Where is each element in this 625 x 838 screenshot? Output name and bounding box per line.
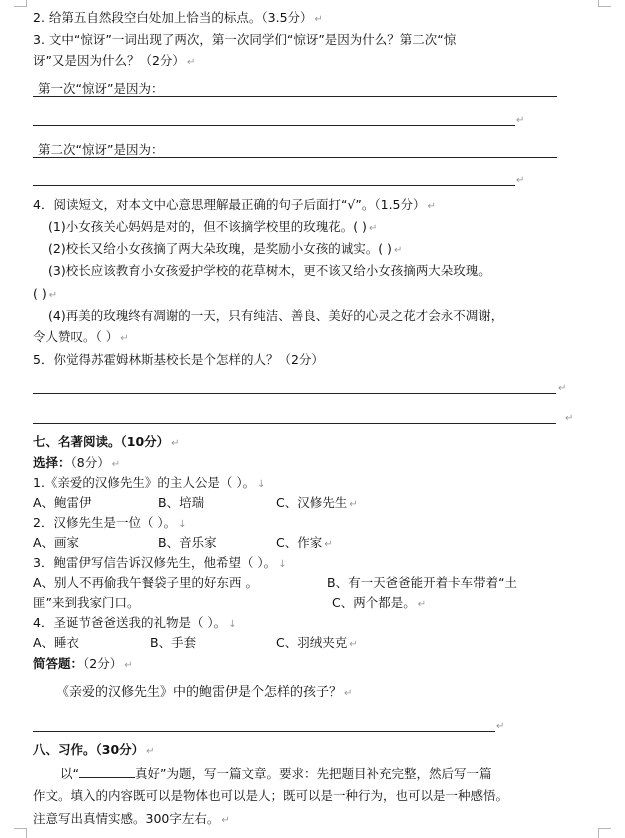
paragraph-mark: ↵ — [146, 746, 155, 757]
q4-option-4-line-2: 令人赞叹。（ ） ↵ — [33, 329, 129, 344]
mc-q3-option-c: C、两个都是。 ↵ — [332, 595, 427, 610]
mc-q4-option-a: A、睡衣 — [33, 635, 80, 650]
paragraph-mark: ↵ — [349, 499, 358, 510]
mc-q3-option-a: A、别人不再偷我午餐袋子里的好东西 。 — [33, 575, 259, 590]
question-5: 5．你觉得苏霍姆林斯基校长是个怎样的人？（2分） — [33, 352, 324, 367]
paragraph-mark: ↵ — [565, 413, 574, 424]
q4-option-4-line-1: (4)再美的玫瑰终有凋谢的一天，只有纯洁、善良、美好的心灵之花才会永不凋谢， — [48, 308, 504, 323]
paragraph-mark: ↵ — [558, 383, 567, 394]
mc-q1-option-b: B、培瑞 — [158, 495, 205, 510]
paragraph-mark: ↵ — [314, 14, 323, 25]
paragraph-mark: ↓ — [257, 479, 266, 490]
composition-line-1: 以“ 真好”为题，写一篇文章。要求：先把题目补充完整，然后写一篇 — [60, 766, 492, 781]
short-answer-question: 《亲爱的汉修先生》中的鲍雷伊是个怎样的孩子？ ↵ — [56, 685, 353, 700]
q4-option-3-line-2: ( ) ↵ — [33, 286, 58, 301]
paragraph-mark: ↵ — [171, 438, 180, 449]
answer-line — [33, 423, 556, 424]
answer-label-first: 第一次“惊讶”是因为： — [38, 81, 164, 96]
paragraph-mark: ↓ — [178, 519, 187, 530]
mc-q4-option-c: C、羽绒夹克 ↵ — [276, 635, 358, 650]
section-7-heading: 七、名著阅读。（10分） ↵ — [33, 434, 180, 449]
paragraph-mark: ↵ — [427, 201, 436, 212]
mc-q2-option-b: B、音乐家 — [158, 535, 217, 550]
q4-option-3-line-1: (3)校长应该教育小女孩爱护学校的花草树木，更不该又给小女孩摘两大朵玫瑰。 — [48, 263, 491, 278]
q4-option-1: (1)小女孩关心妈妈是对的，但不该摘学校里的玫瑰花。( ) ↵ — [48, 219, 378, 234]
paragraph-mark: ↵ — [324, 539, 333, 550]
paragraph-mark: ↵ — [516, 115, 525, 126]
answer-line — [33, 125, 515, 126]
mc-q1-option-c: C、汉修先生 ↵ — [276, 495, 358, 510]
crop-mark-top-left — [14, 0, 27, 7]
paragraph-mark: ↵ — [221, 815, 230, 826]
answer-line — [33, 393, 556, 394]
mc-q4-option-b: B、手套 — [150, 635, 197, 650]
paragraph-mark: ↵ — [111, 459, 121, 470]
composition-line-3: 注意写出真情实感。300字左右。 ↵ — [33, 811, 230, 826]
mc-q1-option-a: A、鲍雷伊 — [33, 495, 92, 510]
paragraph-mark: ↵ — [124, 660, 133, 671]
question-4-stem: 4．阅读短文，对本文中心意思理解最正确的句子后面打“√”。（1.5分） ↵ — [33, 197, 436, 212]
short-answer-subheading: 简答题：（2分） ↵ — [33, 656, 133, 671]
paragraph-mark: ↓ — [278, 559, 287, 570]
mc-question-3: 3．鲍雷伊写信告诉汉修先生，他希望（ ）。 ↓ — [33, 555, 287, 570]
mc-question-4: 4．圣诞节爸爸送我的礼物是（ ）。 ↓ — [33, 615, 237, 630]
answer-line — [33, 157, 557, 158]
paragraph-mark: ↵ — [344, 688, 353, 699]
composition-line-2: 作文。填入的内容既可以是物体也可以是人；既可以是一种行为，也可以是一种感悟。 — [33, 788, 509, 803]
fill-in-blank — [79, 764, 135, 778]
mc-q2-option-c: C、作家 ↵ — [276, 535, 333, 550]
question-3-line-1: 3. 文中“惊讶”一词出现了两次，第一次同学们“惊讶”是因为什么？第二次“惊 — [33, 32, 457, 47]
section-8-heading: 八、习作。（30分） ↵ — [33, 742, 155, 757]
question-2: 2. 给第五自然段空白处加上恰当的标点。（3.5分） ↵ — [33, 10, 323, 25]
paragraph-mark: ↵ — [417, 599, 427, 610]
answer-line — [33, 185, 515, 186]
mc-question-1: 1.《亲爱的汉修先生》的主人公是（ ）。 ↓ — [33, 475, 266, 490]
q4-option-2: (2)校长又给小女孩摘了两大朵玫瑰，是奖励小女孩的诚实。( ) ↵ — [48, 241, 403, 256]
paragraph-mark: ↵ — [349, 639, 358, 650]
crop-mark-top-right — [598, 0, 611, 7]
paragraph-mark: ↵ — [393, 245, 403, 256]
mc-q2-option-a: A、画家 — [33, 535, 80, 550]
paragraph-mark: ↵ — [186, 57, 196, 68]
mc-q3-option-b-line-2: 匪”来到我家门口。 — [33, 595, 140, 610]
paragraph-mark: ↵ — [120, 333, 129, 344]
mc-question-2: 2．汉修先生是一位（ ）。 ↓ — [33, 515, 187, 530]
paragraph-mark: ↵ — [368, 223, 378, 234]
question-3-line-2: 讶”又是因为什么？（2分） ↵ — [33, 53, 196, 68]
paragraph-mark: ↵ — [48, 290, 58, 301]
paragraph-mark: ↵ — [516, 175, 525, 186]
paragraph-mark: ↵ — [496, 721, 505, 732]
answer-line — [33, 731, 495, 732]
choice-subheading: 选择：（8分） ↵ — [33, 455, 121, 470]
mc-q3-option-b-line-1: B、有一天爸爸能开着卡车带着“土 — [327, 575, 518, 590]
paragraph-mark: ↓ — [228, 619, 237, 630]
answer-label-second: 第二次“惊讶”是因为： — [38, 142, 164, 157]
answer-line — [33, 96, 557, 97]
